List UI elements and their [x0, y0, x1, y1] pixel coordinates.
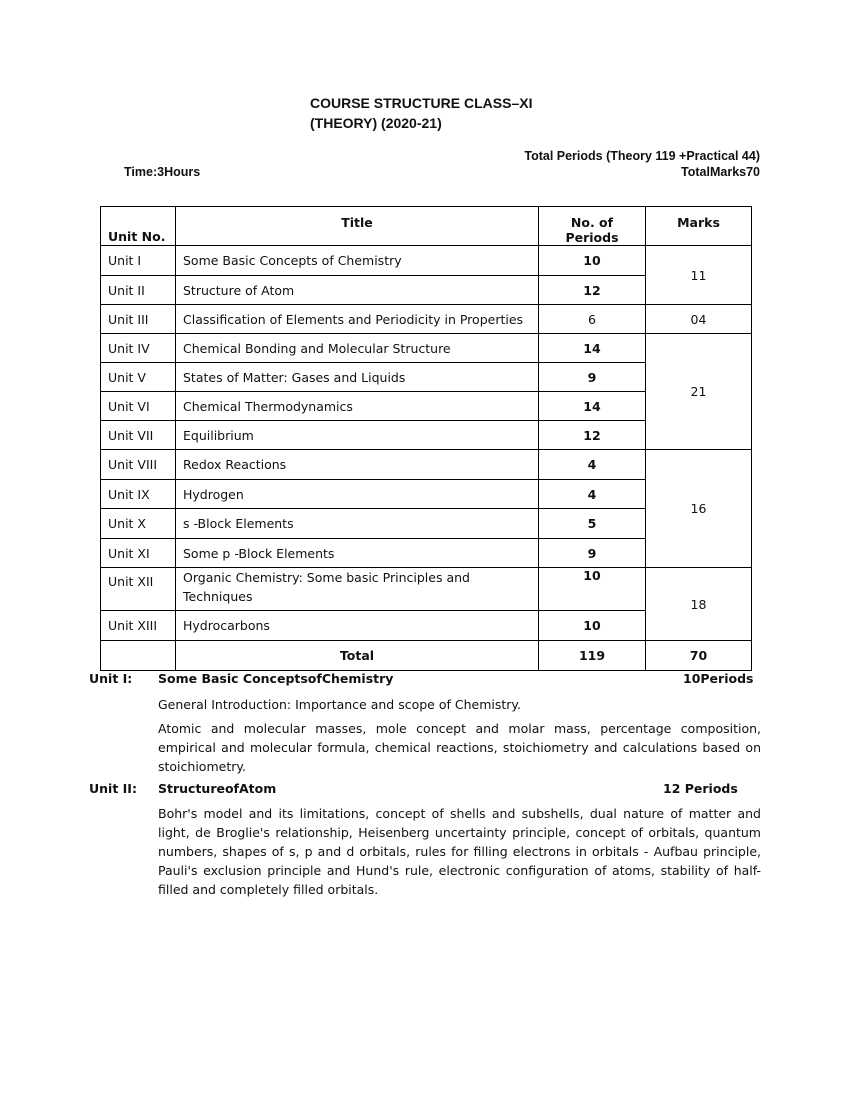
- periods-cell: 4: [539, 450, 646, 480]
- periods-cell: 9: [539, 363, 646, 392]
- title-cell: Chemical Thermodynamics: [176, 392, 539, 421]
- title-cell: Equilibrium: [176, 421, 539, 450]
- periods-cell: 6: [539, 305, 646, 334]
- unit-cell: Unit XI: [101, 539, 176, 568]
- title-cell: Redox Reactions: [176, 450, 539, 480]
- unit-cell: Unit IX: [101, 480, 176, 509]
- table-total-row: [101, 641, 752, 671]
- title-cell: Hydrogen: [176, 480, 539, 509]
- marks-cell: 16: [646, 450, 752, 568]
- course-structure-table: [100, 206, 752, 671]
- title-cell: Hydrocarbons: [176, 611, 539, 641]
- total-empty-cell: [101, 641, 176, 671]
- header-title: Title: [176, 207, 539, 246]
- unit-cell: Unit VII: [101, 421, 176, 450]
- unit-cell: Unit I: [101, 246, 176, 276]
- periods-cell: 5: [539, 509, 646, 539]
- unit-cell: Unit IV: [101, 334, 176, 363]
- unit-cell: Unit VI: [101, 392, 176, 421]
- unit-cell: Unit III: [101, 305, 176, 334]
- periods-cell: 10: [539, 611, 646, 641]
- unit-cell: Unit V: [101, 363, 176, 392]
- title-cell: s -Block Elements: [176, 509, 539, 539]
- marks-cell: 18: [646, 568, 752, 641]
- total-periods-cell: 119: [539, 641, 646, 671]
- title-cell: Chemical Bonding and Molecular Structure: [176, 334, 539, 363]
- title-cell: Structure of Atom: [176, 276, 539, 305]
- marks-cell: 04: [646, 305, 752, 334]
- header-marks: Marks: [646, 207, 752, 246]
- section-periods: 12 Periods: [663, 781, 738, 796]
- periods-cell: 12: [539, 276, 646, 305]
- time-label: Time:3Hours: [124, 165, 201, 179]
- marks-cell: 21: [646, 334, 752, 450]
- section-periods: 10Periods: [683, 671, 754, 686]
- table-row: [101, 568, 752, 611]
- title-cell: Organic Chemistry: Some basic Principles and Techniques: [176, 568, 539, 611]
- section-paragraph: General Introduction: Importance and scope of Chemistry.: [158, 697, 521, 712]
- periods-cell: 14: [539, 392, 646, 421]
- total-marks: TotalMarks70: [681, 165, 760, 179]
- page-title: COURSE STRUCTURE CLASS–XI: [310, 95, 533, 111]
- periods-cell: 14: [539, 334, 646, 363]
- marks-cell: 11: [646, 246, 752, 305]
- section-label: Unit II:: [89, 781, 137, 796]
- section-paragraph: Bohr's model and its limitations, concept of shells and subshells, dual nature of matter and light, de Broglie's relationship, Heisenberg uncertainty principle, concept of orbitals, quantum numbers, shapes of s, p and d orbitals, rules for filling electrons in orbitals - Aufbau principle, Pauli's exclusion principle and Hund's rule, electronic configuration of atoms, stability of half-filled and completely filled orbitals.: [158, 806, 761, 897]
- title-cell: States of Matter: Gases and Liquids: [176, 363, 539, 392]
- section-label: Unit I:: [89, 671, 133, 686]
- unit-cell: Unit X: [101, 509, 176, 539]
- table-row: [101, 450, 752, 480]
- page-subtitle: (THEORY) (2020-21): [310, 115, 442, 131]
- table-row: [101, 305, 752, 334]
- table-header-row: [101, 207, 752, 246]
- title-cell: Some p -Block Elements: [176, 539, 539, 568]
- periods-cell: 10: [539, 246, 646, 276]
- periods-cell: 9: [539, 539, 646, 568]
- unit-cell: Unit XII: [101, 568, 176, 611]
- periods-cell: 12: [539, 421, 646, 450]
- periods-cell: 10: [539, 568, 646, 611]
- unit-cell: Unit II: [101, 276, 176, 305]
- total-marks-cell: 70: [646, 641, 752, 671]
- section-title: StructureofAtom: [158, 781, 277, 796]
- header-periods: No. of Periods: [539, 207, 646, 246]
- periods-cell: 4: [539, 480, 646, 509]
- table-row: [101, 246, 752, 276]
- section-title: Some Basic ConceptsofChemistry: [158, 671, 394, 686]
- section-paragraph: Atomic and molecular masses, mole concept and molar mass, percentage composition, empirical and molecular formula, chemical reactions, stoichiometry and calculations based on stoichiometry.: [158, 721, 761, 774]
- unit-cell: Unit VIII: [101, 450, 176, 480]
- title-cell: Classification of Elements and Periodicity in Properties: [176, 305, 539, 334]
- unit-cell: Unit XIII: [101, 611, 176, 641]
- total-periods: Total Periods (Theory 119 +Practical 44): [524, 149, 760, 163]
- header-unit-no: Unit No.: [101, 207, 176, 246]
- title-cell: Some Basic Concepts of Chemistry: [176, 246, 539, 276]
- table-row: [101, 334, 752, 363]
- total-label: Total: [176, 641, 539, 671]
